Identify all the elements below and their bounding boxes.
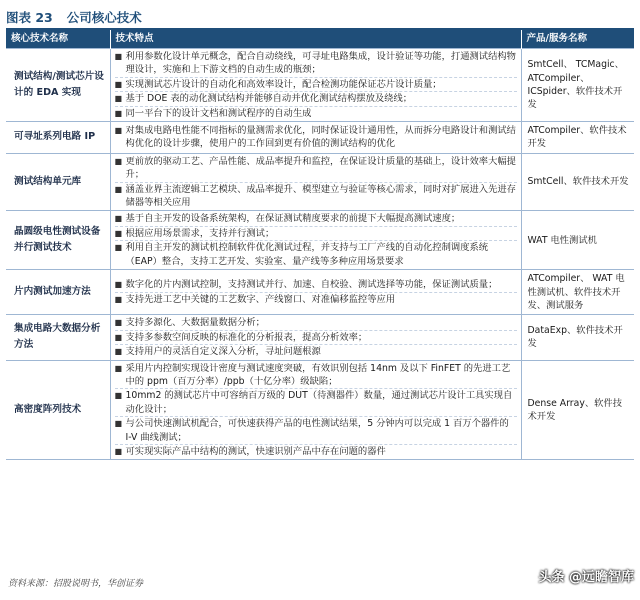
product-cell: ATCompiler、 WAT 电性测试机、软件技术开发、测试服务 — [521, 270, 634, 315]
figure-title: 公司核心技术 — [66, 10, 142, 25]
table-row — [6, 315, 634, 360]
product-cell: ATCompiler、软件技术开发 — [521, 122, 634, 154]
bullet-icon: ■ — [114, 318, 123, 328]
product-cell: DataExp、软件技术开发 — [521, 315, 634, 360]
table-row — [6, 211, 634, 270]
bullet-icon: ■ — [114, 419, 123, 429]
tech-name-cell: 测试结构/测试芯片设计的 EDA 实现 — [6, 49, 110, 122]
feature-item — [115, 212, 517, 225]
bullet-icon: ■ — [114, 280, 123, 290]
bullet-icon: ■ — [114, 391, 123, 401]
table-row — [6, 270, 634, 315]
feature-text: 基于自主开发的设备系统架构，在保证测试精度要求的前提下大幅提高测试速度； — [125, 213, 461, 225]
feature-text: 涵盖业界主流逻辑工艺模块、成品率提升、模型建立与验证等核心需求，同时对扩展进入先进存储器等相关应用 — [125, 183, 516, 209]
bullet-icon: ■ — [114, 363, 123, 373]
tech-name-cell: 高密度阵列技术 — [6, 360, 110, 460]
feature-text: 可实现实际产品中结构的测试，快速识别产品中存在问题的器件 — [125, 445, 386, 457]
tech-name-cell: 集成电路大数据分析方法 — [6, 315, 110, 360]
feature-text: 支持先进工艺中关键的工艺数字、产线窗口、对准偏移监控等应用 — [125, 293, 396, 305]
watermark-text: 头条 @远瞻智库 — [538, 570, 634, 585]
bullet-icon: ■ — [114, 332, 123, 342]
tech-features-cell — [110, 153, 521, 211]
bullet-icon: ■ — [114, 446, 123, 456]
source-note: 资料来源：招股说明书，华创证券 — [8, 579, 144, 589]
feature-item — [115, 182, 517, 210]
feature-item — [115, 226, 517, 240]
feature-item — [115, 50, 517, 77]
feature-item — [115, 240, 517, 268]
feature-item — [115, 278, 517, 291]
product-cell: WAT 电性测试机 — [521, 211, 634, 270]
feature-text: 支持用户的灵活自定义深入分析，寻址问题根源 — [125, 346, 321, 358]
tech-name-cell: 片内测试加速方法 — [6, 270, 110, 315]
tech-features-cell — [110, 360, 521, 460]
feature-text: 与公司快速测试机配合，可快速获得产品的电性测试结果，5 分钟内可以完成 1 百万个器件的 I-V 曲线测试； — [125, 418, 509, 443]
tech-features-cell — [110, 49, 521, 122]
tech-features-cell — [110, 315, 521, 360]
feature-text: 同一平台下的设计文档和测试程序的自动生成 — [125, 107, 312, 119]
feature-item — [115, 292, 517, 306]
feature-text: 10mm2 的测试芯片中可容纳百万级的 DUT（待测器件）数量，通过测试芯片设计工具实现自动化设计； — [125, 390, 513, 415]
feature-item — [115, 106, 517, 120]
bullet-icon: ■ — [114, 184, 123, 194]
figure-title-bar — [6, 6, 634, 30]
bullet-icon: ■ — [114, 108, 123, 118]
watermark — [538, 566, 634, 585]
header-tech-name: 核心技术名称 — [6, 30, 110, 49]
tech-name-cell: 晶圆级电性测试设备并行测试技术 — [6, 211, 110, 270]
tech-features-cell — [110, 270, 521, 315]
feature-item — [115, 362, 517, 389]
feature-text: 数字化的片内测试控制，支持测试并行、加速、自校验、测试选择等功能，保证测试质量； — [125, 279, 498, 291]
table-row — [6, 49, 634, 122]
feature-item — [115, 388, 517, 416]
bullet-icon: ■ — [114, 243, 123, 253]
bullet-icon: ■ — [114, 156, 123, 166]
feature-item — [115, 416, 517, 444]
tech-name-cell: 可寻址系列电路 IP — [6, 122, 110, 154]
table-body — [6, 49, 634, 460]
product-cell: SmtCell、 TCMagic、 ATCompiler、ICSpider、软件技术开发 — [521, 49, 634, 122]
table-row — [6, 153, 634, 211]
bullet-icon: ■ — [114, 347, 123, 357]
bullet-icon: ■ — [114, 294, 123, 304]
feature-text: 更前放的驱动工艺、产品性能、成品率提升和监控，在保证设计质量的基础上，设计效率大幅提升； — [125, 155, 516, 181]
feature-item — [115, 444, 517, 458]
tech-name-cell: 测试结构单元库 — [6, 153, 110, 211]
feature-text: 根据应用场景需求，支持并行测试； — [125, 227, 275, 239]
header-tech-features: 技术特点 — [110, 30, 521, 49]
table-row — [6, 122, 634, 154]
feature-item — [115, 91, 517, 105]
feature-text: 利用自主开发的测试机控制软件优化测试过程，并支持与工厂产线的自动化控制调度系统（EAP）整合，支持工艺开发、实验室、量产线等多种应用场景要求 — [125, 242, 489, 267]
feature-item — [115, 316, 517, 329]
tech-features-cell — [110, 211, 521, 270]
feature-text: 支持多源化、大数据量数据分析； — [125, 317, 265, 329]
bullet-icon: ■ — [114, 52, 123, 61]
table-header-row — [6, 30, 634, 49]
product-cell: SmtCell、软件技术开发 — [521, 153, 634, 211]
bullet-icon: ■ — [114, 126, 123, 136]
feature-item — [115, 330, 517, 344]
header-product: 产品/服务名称 — [521, 30, 634, 49]
feature-text: 基于 DOE 表的动化测试结构并能够自动并优化测试结构摆放及绕线； — [125, 93, 413, 105]
bullet-icon: ■ — [114, 94, 123, 104]
bullet-icon: ■ — [114, 214, 123, 224]
bullet-icon: ■ — [114, 228, 123, 238]
feature-item — [115, 155, 517, 182]
feature-text: 对集成电路电性能不同指标的量测需求优化，同时保证设计通用性，从而拆分电路设计和测试结构优化的设计步骤，使用户的工作回到更有价值的测试结构的优化 — [125, 125, 516, 150]
feature-text: 利用参数化设计单元概念，配合自动绕线，可寻址电路集成，设计验证等功能，打通测试结构物理设计，实施和上下游文档的自动生成的瓶颈； — [125, 51, 516, 76]
feature-text: 实现测试芯片设计的自动化和高效率设计，配合检测功能保证芯片设计质量； — [125, 78, 442, 90]
feature-item — [115, 124, 517, 151]
tech-features-cell — [110, 122, 521, 154]
product-cell: Dense Array、软件技术开发 — [521, 360, 634, 460]
feature-item — [115, 344, 517, 358]
feature-item — [115, 77, 517, 91]
bullet-icon: ■ — [114, 79, 123, 89]
feature-text: 支持多参数空间反映的标准化的分析报表，提高分析效率； — [125, 331, 368, 343]
figure-number: 图表 23 — [6, 10, 53, 25]
feature-text: 采用片内控制实现设计密度与测试速度突破，有效识别包括 14nm 及以下 FinFET 的先进工艺中的 ppm（百万分率）/ppb（十亿分率）级缺陷； — [125, 362, 511, 387]
table-row — [6, 360, 634, 460]
core-technology-table — [6, 30, 635, 460]
